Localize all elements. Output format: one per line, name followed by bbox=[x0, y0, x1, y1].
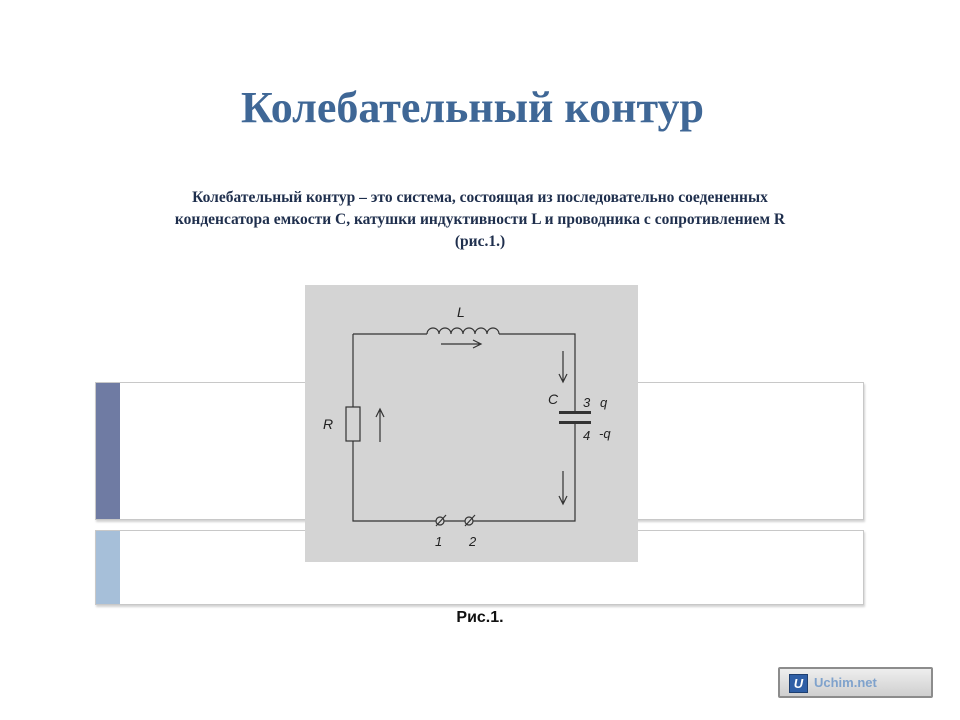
description-line-3: (рис.1.) bbox=[454, 233, 506, 250]
inductor-coil bbox=[427, 328, 499, 334]
terminal-2-label: 2 bbox=[469, 534, 477, 549]
description-line-2: конденсатора емкости С, катушки индуктивности L и проводника с сопротивлением R bbox=[174, 211, 786, 228]
plate-bottom-number: 4 bbox=[583, 428, 591, 443]
circuit-diagram bbox=[305, 285, 638, 562]
inductor-label: L bbox=[457, 304, 465, 320]
resistor-label: R bbox=[323, 416, 334, 432]
bar-accent-lower bbox=[96, 531, 120, 604]
uchim-watermark-link[interactable] bbox=[778, 667, 933, 698]
bar-accent-upper bbox=[96, 383, 120, 519]
wire-right-lower bbox=[473, 423, 575, 521]
plate-bottom-charge: -q bbox=[599, 426, 611, 441]
capacitor-label: C bbox=[548, 391, 559, 407]
figure-caption: Рис.1. bbox=[456, 609, 504, 626]
arrow-inductor-current bbox=[441, 340, 481, 348]
terminal-1-label: 1 bbox=[435, 534, 443, 549]
slide-description bbox=[100, 187, 860, 253]
uchim-logo-icon: U bbox=[789, 674, 808, 693]
resistor bbox=[346, 407, 360, 441]
arrow-capacitor-lower bbox=[559, 471, 567, 504]
arrow-resistor-current bbox=[376, 409, 384, 442]
capacitor-plate-top bbox=[559, 411, 591, 414]
capacitor-plate-bottom bbox=[559, 421, 591, 424]
plate-top-number: 3 bbox=[583, 395, 591, 410]
circuit-figure bbox=[305, 285, 638, 562]
plate-top-charge: q bbox=[600, 395, 608, 410]
description-line-1: Колебательный контур – это система, состоящая из последовательно соедененных bbox=[192, 189, 768, 206]
wire-bottom-left bbox=[353, 441, 436, 521]
uchim-watermark-text: Uchim.net bbox=[814, 675, 877, 690]
arrow-capacitor-upper bbox=[559, 351, 567, 382]
slide-title: Колебательный контур bbox=[241, 83, 704, 132]
